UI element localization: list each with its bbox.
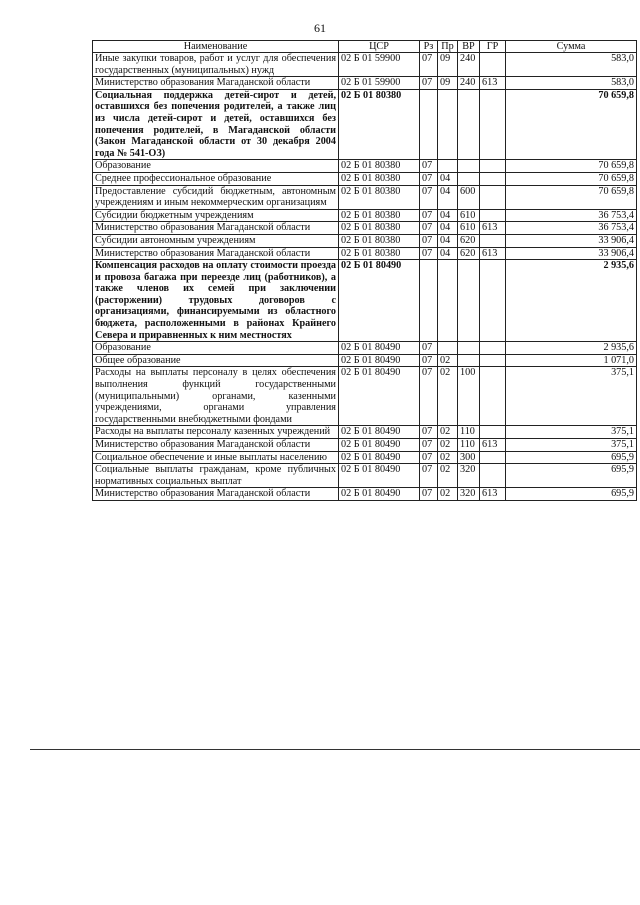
header-name: Наименование [93, 41, 339, 53]
row-sum-cell: 695,9 [506, 464, 637, 488]
row-vr-cell [458, 260, 480, 342]
row-name-cell: Предоставление субсидий бюджетным, автономным учреждениям и иным некоммерческим организациям [93, 185, 339, 209]
row-rz-cell: 07 [420, 172, 438, 185]
row-rz-cell: 07 [420, 354, 438, 367]
row-pr-cell: 02 [438, 354, 458, 367]
row-rz-cell: 07 [420, 488, 438, 501]
row-gr-cell [480, 342, 506, 355]
row-pr-cell [438, 342, 458, 355]
row-gr-cell [480, 354, 506, 367]
row-gr-cell [480, 367, 506, 426]
row-vr-cell: 240 [458, 77, 480, 90]
table-row [93, 488, 637, 501]
row-name-cell: Министерство образования Магаданской области [93, 77, 339, 90]
row-rz-cell: 07 [420, 209, 438, 222]
row-rz-cell: 07 [420, 451, 438, 464]
row-rz-cell: 07 [420, 160, 438, 173]
row-pr-cell [438, 89, 458, 160]
row-vr-cell: 320 [458, 464, 480, 488]
row-rz-cell: 07 [420, 247, 438, 260]
row-name-cell: Субсидии бюджетным учреждениям [93, 209, 339, 222]
row-name-cell: Образование [93, 160, 339, 173]
row-name-cell: Социальные выплаты гражданам, кроме публичных нормативных социальных выплат [93, 464, 339, 488]
row-gr-cell: 613 [480, 222, 506, 235]
row-gr-cell [480, 160, 506, 173]
row-csr-cell: 02 Б 01 59900 [339, 77, 420, 90]
row-pr-cell [438, 260, 458, 342]
header-gr: ГР [480, 41, 506, 53]
row-rz-cell: 07 [420, 426, 438, 439]
row-sum-cell: 36 753,4 [506, 222, 637, 235]
row-gr-cell [480, 451, 506, 464]
row-pr-cell: 04 [438, 185, 458, 209]
row-sum-cell: 33 906,4 [506, 234, 637, 247]
row-pr-cell: 04 [438, 234, 458, 247]
row-csr-cell: 02 Б 01 80380 [339, 234, 420, 247]
row-rz-cell: 07 [420, 464, 438, 488]
row-csr-cell: 02 Б 01 80490 [339, 260, 420, 342]
header-pr: Пр [438, 41, 458, 53]
row-csr-cell: 02 Б 01 80490 [339, 464, 420, 488]
row-pr-cell: 04 [438, 222, 458, 235]
header-vr: ВР [458, 41, 480, 53]
table-row [93, 439, 637, 452]
row-name-cell: Компенсация расходов на оплату стоимости проезда и провоза багажа при переезде лиц (работников), а также членов их семей при заключении (расторжении) трудовых договоров с организациями, финансируемыми из областного бюджета, расположенными в районах Крайнего Севера и приравненных к ним местностях [93, 260, 339, 342]
row-csr-cell: 02 Б 01 80490 [339, 367, 420, 426]
row-rz-cell: 07 [420, 53, 438, 77]
table-row [93, 77, 637, 90]
row-csr-cell: 02 Б 01 80490 [339, 426, 420, 439]
row-vr-cell [458, 172, 480, 185]
row-pr-cell: 02 [438, 464, 458, 488]
row-sum-cell: 375,1 [506, 439, 637, 452]
footer-rule [30, 749, 640, 750]
row-csr-cell: 02 Б 01 80380 [339, 185, 420, 209]
table-row [93, 451, 637, 464]
row-pr-cell: 09 [438, 77, 458, 90]
table-row [93, 172, 637, 185]
row-csr-cell: 02 Б 01 80380 [339, 160, 420, 173]
header-csr: ЦСР [339, 41, 420, 53]
row-pr-cell: 02 [438, 367, 458, 426]
row-rz-cell: 07 [420, 367, 438, 426]
table-body [93, 53, 637, 501]
row-pr-cell: 04 [438, 247, 458, 260]
header-rz: Рз [420, 41, 438, 53]
row-name-cell: Иные закупки товаров, работ и услуг для обеспечения государственных (муниципальных) нужд [93, 53, 339, 77]
table-header-row [93, 41, 637, 53]
row-csr-cell: 02 Б 01 80380 [339, 89, 420, 160]
row-gr-cell: 613 [480, 488, 506, 501]
row-vr-cell: 320 [458, 488, 480, 501]
row-vr-cell: 610 [458, 222, 480, 235]
row-gr-cell: 613 [480, 439, 506, 452]
row-name-cell: Образование [93, 342, 339, 355]
row-rz-cell: 07 [420, 222, 438, 235]
row-csr-cell: 02 Б 01 80380 [339, 247, 420, 260]
table-row [93, 222, 637, 235]
row-vr-cell: 600 [458, 185, 480, 209]
row-name-cell: Социальная поддержка детей-сирот и детей, оставшихся без попечения родителей, а также лиц из числа детей-сирот и детей, оставшихся без попечения родителей, в Магаданской области (Закон Магаданской области от 30 декабря 2004 года № 541-ОЗ) [93, 89, 339, 160]
table-row [93, 185, 637, 209]
row-name-cell: Министерство образования Магаданской области [93, 222, 339, 235]
row-csr-cell: 02 Б 01 80490 [339, 439, 420, 452]
table-row [93, 426, 637, 439]
row-pr-cell: 02 [438, 439, 458, 452]
row-name-cell: Министерство образования Магаданской области [93, 439, 339, 452]
row-gr-cell [480, 53, 506, 77]
row-gr-cell [480, 209, 506, 222]
row-sum-cell: 70 659,8 [506, 89, 637, 160]
row-rz-cell [420, 89, 438, 160]
table-row [93, 89, 637, 160]
row-pr-cell: 04 [438, 209, 458, 222]
row-csr-cell: 02 Б 01 80490 [339, 488, 420, 501]
row-vr-cell [458, 160, 480, 173]
row-sum-cell: 583,0 [506, 77, 637, 90]
row-gr-cell: 613 [480, 77, 506, 90]
row-name-cell: Расходы на выплаты персоналу в целях обеспечения выполнения функций государственными (муниципальными) органами, казенными учреждениями, органами управления государственными внебюджетными фондами [93, 367, 339, 426]
table-row [93, 53, 637, 77]
row-pr-cell: 02 [438, 488, 458, 501]
table-row [93, 464, 637, 488]
row-sum-cell: 36 753,4 [506, 209, 637, 222]
row-vr-cell: 300 [458, 451, 480, 464]
table-row [93, 367, 637, 426]
row-sum-cell: 70 659,8 [506, 160, 637, 173]
header-sum: Сумма [506, 41, 637, 53]
row-vr-cell [458, 342, 480, 355]
row-rz-cell: 07 [420, 234, 438, 247]
table-row [93, 247, 637, 260]
row-csr-cell: 02 Б 01 80380 [339, 222, 420, 235]
row-csr-cell: 02 Б 01 80490 [339, 451, 420, 464]
page-number: 61 [314, 21, 326, 35]
row-gr-cell [480, 260, 506, 342]
row-vr-cell [458, 89, 480, 160]
row-gr-cell [480, 464, 506, 488]
table-row [93, 209, 637, 222]
row-csr-cell: 02 Б 01 80490 [339, 342, 420, 355]
row-csr-cell: 02 Б 01 80490 [339, 354, 420, 367]
row-sum-cell: 2 935,6 [506, 342, 637, 355]
row-pr-cell [438, 160, 458, 173]
row-name-cell: Социальное обеспечение и иные выплаты населению [93, 451, 339, 464]
table-row [93, 260, 637, 342]
row-sum-cell: 695,9 [506, 488, 637, 501]
table-row [93, 342, 637, 355]
row-gr-cell [480, 234, 506, 247]
row-csr-cell: 02 Б 01 80380 [339, 209, 420, 222]
row-name-cell: Министерство образования Магаданской области [93, 247, 339, 260]
row-gr-cell [480, 185, 506, 209]
row-sum-cell: 70 659,8 [506, 185, 637, 209]
row-sum-cell: 33 906,4 [506, 247, 637, 260]
row-csr-cell: 02 Б 01 80380 [339, 172, 420, 185]
row-vr-cell: 100 [458, 367, 480, 426]
row-sum-cell: 375,1 [506, 367, 637, 426]
row-sum-cell: 70 659,8 [506, 172, 637, 185]
row-sum-cell: 1 071,0 [506, 354, 637, 367]
row-csr-cell: 02 Б 01 59900 [339, 53, 420, 77]
row-gr-cell [480, 426, 506, 439]
table-row [93, 234, 637, 247]
budget-table [92, 40, 637, 501]
row-gr-cell [480, 89, 506, 160]
row-sum-cell: 375,1 [506, 426, 637, 439]
row-sum-cell: 695,9 [506, 451, 637, 464]
row-sum-cell: 583,0 [506, 53, 637, 77]
row-name-cell: Министерство образования Магаданской области [93, 488, 339, 501]
row-rz-cell: 07 [420, 77, 438, 90]
row-pr-cell: 09 [438, 53, 458, 77]
row-pr-cell: 02 [438, 451, 458, 464]
row-vr-cell: 110 [458, 439, 480, 452]
row-sum-cell: 2 935,6 [506, 260, 637, 342]
row-rz-cell: 07 [420, 185, 438, 209]
row-vr-cell: 240 [458, 53, 480, 77]
row-pr-cell: 04 [438, 172, 458, 185]
table-row [93, 160, 637, 173]
table-row [93, 354, 637, 367]
row-name-cell: Среднее профессиональное образование [93, 172, 339, 185]
row-vr-cell: 620 [458, 234, 480, 247]
row-vr-cell: 610 [458, 209, 480, 222]
row-pr-cell: 02 [438, 426, 458, 439]
row-vr-cell [458, 354, 480, 367]
row-gr-cell: 613 [480, 247, 506, 260]
row-name-cell: Субсидии автономным учреждениям [93, 234, 339, 247]
row-name-cell: Общее образование [93, 354, 339, 367]
row-rz-cell: 07 [420, 439, 438, 452]
row-name-cell: Расходы на выплаты персоналу казенных учреждений [93, 426, 339, 439]
row-vr-cell: 110 [458, 426, 480, 439]
row-rz-cell [420, 260, 438, 342]
row-rz-cell: 07 [420, 342, 438, 355]
row-vr-cell: 620 [458, 247, 480, 260]
row-gr-cell [480, 172, 506, 185]
